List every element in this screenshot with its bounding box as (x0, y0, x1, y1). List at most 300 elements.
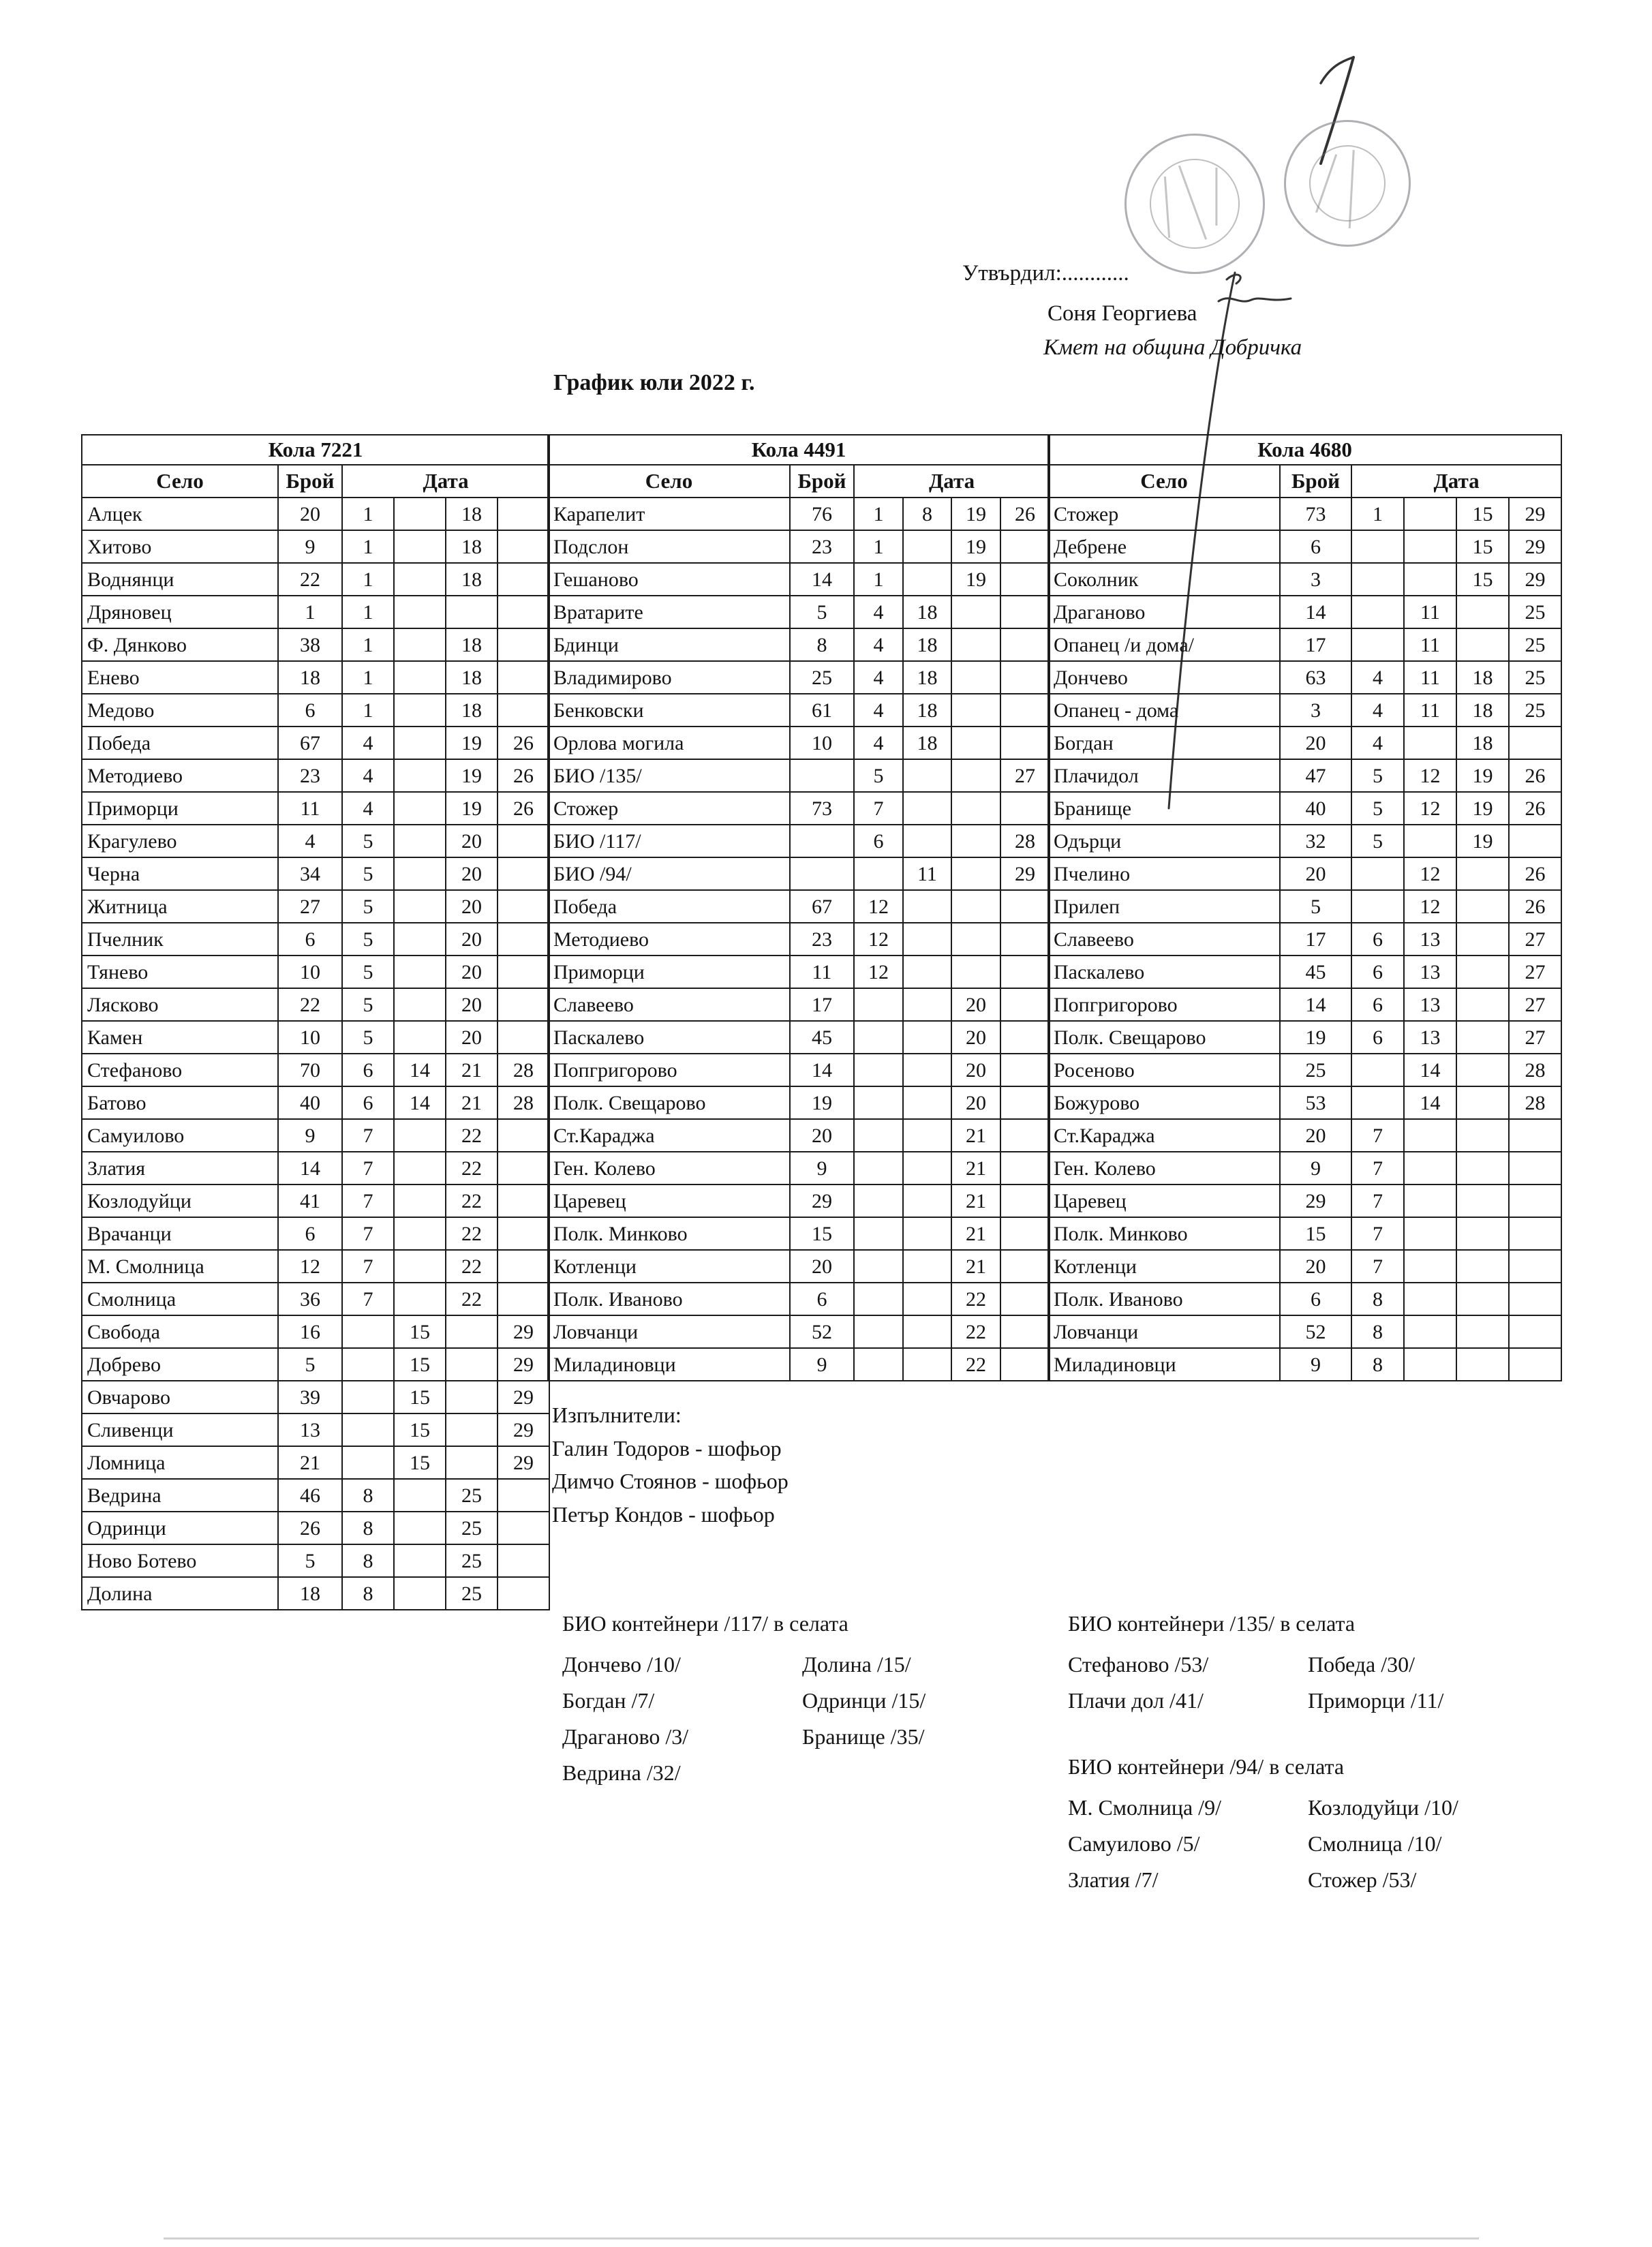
date-cell (394, 792, 446, 825)
date-cell: 13 (1404, 988, 1456, 1021)
schedule-row (1048, 1250, 1561, 1283)
village-column-header: Село (82, 465, 278, 498)
bio-section-title: БИО контейнери /117/ в селата (562, 1611, 848, 1636)
date-cell (1351, 563, 1404, 596)
schedule-row (82, 530, 549, 563)
date-cell (1000, 563, 1050, 596)
count-cell: 52 (790, 1315, 854, 1348)
date-cell (854, 1086, 903, 1119)
date-cell (1404, 1184, 1456, 1217)
date-cell (903, 1086, 951, 1119)
date-cell (903, 1152, 951, 1184)
village-cell: Ген. Колево (1048, 1152, 1280, 1184)
date-cell (1509, 1348, 1561, 1381)
date-cell (1000, 792, 1050, 825)
date-cell (1000, 1315, 1050, 1348)
schedule-row (1048, 694, 1561, 727)
date-cell: 6 (342, 1054, 394, 1086)
date-cell: 18 (903, 661, 951, 694)
schedule-row (548, 956, 1050, 988)
date-cell: 18 (446, 628, 498, 661)
date-cell (498, 956, 549, 988)
date-cell (498, 923, 549, 956)
date-cell (1000, 956, 1050, 988)
village-cell: Соколник (1048, 563, 1280, 596)
date-cell (1509, 1250, 1561, 1283)
date-cell: 6 (1351, 988, 1404, 1021)
date-cell (1000, 988, 1050, 1021)
date-cell (498, 1577, 549, 1610)
date-cell (903, 759, 951, 792)
count-cell: 9 (790, 1348, 854, 1381)
date-cell (951, 890, 1000, 923)
village-cell: Попгригорово (1048, 988, 1280, 1021)
schedule-row (1048, 1184, 1561, 1217)
schedule-row (1048, 923, 1561, 956)
schedule-row (82, 857, 549, 890)
village-cell: Славеево (548, 988, 790, 1021)
car-header-row (1048, 435, 1561, 465)
village-cell: М. Смолница (82, 1250, 278, 1283)
date-cell (1351, 530, 1404, 563)
count-cell: 20 (278, 498, 342, 530)
schedule-row (1048, 988, 1561, 1021)
schedule-row (548, 694, 1050, 727)
date-cell: 5 (342, 988, 394, 1021)
column-header-row (1048, 465, 1561, 498)
schedule-table-kola-7221 (81, 434, 550, 1610)
schedule-row (1048, 1021, 1561, 1054)
date-cell: 7 (1351, 1184, 1404, 1217)
count-cell: 15 (790, 1217, 854, 1250)
date-cell (854, 857, 903, 890)
date-cell: 18 (1456, 694, 1509, 727)
date-cell (1456, 1119, 1509, 1152)
bio-village-item: Одринци /15/ (802, 1688, 926, 1713)
count-cell: 5 (1280, 890, 1351, 923)
village-cell: БИО /117/ (548, 825, 790, 857)
date-cell: 13 (1404, 923, 1456, 956)
schedule-row (82, 596, 549, 628)
date-cell (498, 1544, 549, 1577)
count-cell: 11 (790, 956, 854, 988)
date-cell: 21 (951, 1152, 1000, 1184)
schedule-row (82, 988, 549, 1021)
date-cell (903, 1184, 951, 1217)
count-cell: 47 (1280, 759, 1351, 792)
date-cell (1456, 857, 1509, 890)
count-cell: 14 (790, 563, 854, 596)
date-cell: 26 (498, 759, 549, 792)
date-cell (1000, 628, 1050, 661)
date-cell (1000, 1119, 1050, 1152)
date-cell: 5 (342, 956, 394, 988)
schedule-row (82, 1054, 549, 1086)
count-cell: 17 (790, 988, 854, 1021)
schedule-row (1048, 727, 1561, 759)
village-cell: Ф. Дянково (82, 628, 278, 661)
executors-block (552, 1398, 789, 1531)
date-cell (1456, 1315, 1509, 1348)
date-cell: 21 (446, 1086, 498, 1119)
schedule-row (548, 1184, 1050, 1217)
schedule-row (548, 759, 1050, 792)
count-cell: 20 (1280, 727, 1351, 759)
date-cell (1509, 1283, 1561, 1315)
date-cell: 6 (1351, 1021, 1404, 1054)
date-cell (1000, 1250, 1050, 1283)
village-cell: Вратарите (548, 596, 790, 628)
count-cell: 6 (278, 694, 342, 727)
date-cell: 27 (1000, 759, 1050, 792)
schedule-row (548, 563, 1050, 596)
date-cell: 8 (1351, 1283, 1404, 1315)
village-cell: Опанец /и дома/ (1048, 628, 1280, 661)
date-cell: 22 (446, 1217, 498, 1250)
schedule-row (548, 1021, 1050, 1054)
schedule-row (1048, 1315, 1561, 1348)
date-cell (951, 727, 1000, 759)
schedule-row (82, 628, 549, 661)
schedule-row (1048, 661, 1561, 694)
date-cell: 4 (342, 759, 394, 792)
date-cell: 26 (1509, 890, 1561, 923)
count-cell: 20 (1280, 857, 1351, 890)
village-cell: Добрево (82, 1348, 278, 1381)
date-cell: 20 (446, 956, 498, 988)
date-cell: 12 (1404, 857, 1456, 890)
date-cell: 5 (342, 857, 394, 890)
date-cell (342, 1413, 394, 1446)
date-cell: 12 (854, 923, 903, 956)
date-cell (1000, 596, 1050, 628)
date-cell: 19 (1456, 792, 1509, 825)
count-cell: 22 (278, 563, 342, 596)
date-cell: 4 (854, 628, 903, 661)
count-column-header: Брой (790, 465, 854, 498)
date-cell (394, 1283, 446, 1315)
count-cell: 27 (278, 890, 342, 923)
count-cell: 45 (1280, 956, 1351, 988)
date-cell (1000, 1152, 1050, 1184)
bio-row (1068, 1862, 1458, 1898)
count-cell: 10 (278, 1021, 342, 1054)
date-cell (394, 498, 446, 530)
bio-village-item: Богдан /7/ (562, 1688, 655, 1713)
date-cell (903, 923, 951, 956)
village-cell: Паскалево (548, 1021, 790, 1054)
schedule-row (82, 1577, 549, 1610)
date-cell: 8 (342, 1577, 394, 1610)
count-cell: 20 (1280, 1250, 1351, 1283)
date-cell: 7 (1351, 1217, 1404, 1250)
date-cell (394, 1217, 446, 1250)
stamp-inner-ring (1140, 149, 1249, 258)
date-cell (854, 1184, 903, 1217)
date-cell: 6 (854, 825, 903, 857)
date-cell: 15 (1456, 530, 1509, 563)
date-cell (854, 1348, 903, 1381)
date-cell (1456, 628, 1509, 661)
date-cell: 21 (446, 1054, 498, 1086)
date-cell: 8 (1351, 1348, 1404, 1381)
schedule-row (82, 1283, 549, 1315)
date-cell: 19 (446, 727, 498, 759)
date-cell (394, 1021, 446, 1054)
date-cell (498, 1479, 549, 1512)
executors-title: Изпълнители: (552, 1403, 682, 1427)
schedule-row (82, 694, 549, 727)
schedule-row (1048, 1119, 1561, 1152)
date-cell: 7 (1351, 1119, 1404, 1152)
date-cell (394, 628, 446, 661)
date-cell: 29 (498, 1413, 549, 1446)
count-column-header: Брой (1280, 465, 1351, 498)
date-cell (498, 1250, 549, 1283)
date-cell: 22 (446, 1184, 498, 1217)
date-cell (394, 1512, 446, 1544)
date-cell: 4 (854, 694, 903, 727)
date-cell (1000, 1217, 1050, 1250)
count-cell: 3 (1280, 563, 1351, 596)
official-stamp-right (1275, 111, 1420, 256)
village-cell: Тянево (82, 956, 278, 988)
date-cell: 18 (903, 596, 951, 628)
car-header-row (548, 435, 1050, 465)
count-cell: 9 (1280, 1152, 1351, 1184)
date-cell: 20 (446, 890, 498, 923)
date-cell (498, 825, 549, 857)
date-cell (498, 1119, 549, 1152)
date-cell: 18 (446, 661, 498, 694)
date-cell: 20 (951, 1086, 1000, 1119)
bio-village-item: Долина /15/ (802, 1652, 911, 1677)
village-cell: Сливенци (82, 1413, 278, 1446)
bio-village-item: Смолница /10/ (1308, 1831, 1442, 1856)
village-cell: Хитово (82, 530, 278, 563)
date-cell: 7 (342, 1184, 394, 1217)
date-cell (342, 1315, 394, 1348)
date-cell: 6 (1351, 956, 1404, 988)
schedule-row (1048, 1054, 1561, 1086)
count-cell: 9 (790, 1152, 854, 1184)
count-cell: 23 (278, 759, 342, 792)
date-cell (1456, 596, 1509, 628)
date-cell (951, 857, 1000, 890)
count-cell: 45 (790, 1021, 854, 1054)
date-cell: 20 (446, 923, 498, 956)
date-cell: 1 (342, 530, 394, 563)
date-cell (1456, 1021, 1509, 1054)
schedule-row (1048, 825, 1561, 857)
date-cell: 27 (1509, 923, 1561, 956)
date-cell: 22 (446, 1283, 498, 1315)
village-cell: БИО /135/ (548, 759, 790, 792)
date-cell (1351, 596, 1404, 628)
date-cell (498, 530, 549, 563)
count-cell: 38 (278, 628, 342, 661)
village-cell: Победа (82, 727, 278, 759)
bio-village-item: Стефаново /53/ (1068, 1652, 1209, 1677)
village-cell: Полк. Минково (548, 1217, 790, 1250)
schedule-row (1048, 1086, 1561, 1119)
date-cell: 7 (342, 1283, 394, 1315)
date-cell: 29 (1509, 530, 1561, 563)
bio-row (1068, 1790, 1458, 1826)
date-cell: 18 (446, 530, 498, 563)
scan-artifact-line (164, 2237, 1479, 2240)
date-cell (498, 1283, 549, 1315)
count-cell: 20 (1280, 1119, 1351, 1152)
date-cell (951, 956, 1000, 988)
signature-loop (1227, 275, 1240, 284)
count-cell: 13 (278, 1413, 342, 1446)
count-cell: 34 (278, 857, 342, 890)
date-cell (446, 1413, 498, 1446)
bio-village-item: Плачи дол /41/ (1068, 1688, 1204, 1713)
date-cell: 29 (498, 1315, 549, 1348)
date-cell (1404, 1283, 1456, 1315)
village-column-header: Село (548, 465, 790, 498)
date-cell (951, 628, 1000, 661)
schedule-row (548, 857, 1050, 890)
schedule-row (82, 1512, 549, 1544)
date-cell: 1 (342, 694, 394, 727)
date-cell (1351, 628, 1404, 661)
date-cell: 27 (1509, 956, 1561, 988)
date-cell (854, 1152, 903, 1184)
date-cell (1456, 956, 1509, 988)
date-cell: 8 (903, 498, 951, 530)
village-cell: Гешаново (548, 563, 790, 596)
village-cell: Бдинци (548, 628, 790, 661)
date-cell: 20 (951, 988, 1000, 1021)
date-cell: 1 (342, 596, 394, 628)
date-cell: 14 (1404, 1086, 1456, 1119)
date-cell: 26 (1509, 759, 1561, 792)
date-cell: 12 (854, 890, 903, 923)
date-cell: 18 (1456, 661, 1509, 694)
count-cell: 32 (1280, 825, 1351, 857)
date-cell (1351, 1054, 1404, 1086)
date-cell: 27 (1509, 988, 1561, 1021)
village-cell: Паскалево (1048, 956, 1280, 988)
date-cell: 7 (342, 1250, 394, 1283)
document-title: График юли 2022 г. (553, 370, 755, 395)
village-cell: Полк. Свещарово (1048, 1021, 1280, 1054)
date-cell: 21 (951, 1184, 1000, 1217)
date-cell (854, 1315, 903, 1348)
date-cell: 18 (446, 498, 498, 530)
date-cell (446, 1315, 498, 1348)
count-cell: 76 (790, 498, 854, 530)
date-column-header: Дата (342, 465, 549, 498)
village-cell: Карапелит (548, 498, 790, 530)
village-cell: Енево (82, 661, 278, 694)
date-cell: 29 (1509, 563, 1561, 596)
count-cell: 6 (790, 1283, 854, 1315)
date-cell (1404, 1119, 1456, 1152)
date-cell (1000, 694, 1050, 727)
village-cell: Врачанци (82, 1217, 278, 1250)
date-cell (1509, 1119, 1561, 1152)
date-cell: 22 (951, 1283, 1000, 1315)
date-cell: 15 (1456, 498, 1509, 530)
village-cell: Царевец (548, 1184, 790, 1217)
village-cell: Росеново (1048, 1054, 1280, 1086)
count-cell: 14 (790, 1054, 854, 1086)
village-cell: Стефаново (82, 1054, 278, 1086)
date-column-header: Дата (854, 465, 1050, 498)
date-cell: 5 (1351, 825, 1404, 857)
bio-row (562, 1719, 926, 1755)
count-cell: 41 (278, 1184, 342, 1217)
village-cell: Бранище (1048, 792, 1280, 825)
date-cell (394, 563, 446, 596)
date-cell (1456, 1054, 1509, 1086)
date-cell: 14 (394, 1054, 446, 1086)
date-cell (951, 596, 1000, 628)
date-cell: 25 (446, 1544, 498, 1577)
count-cell: 53 (1280, 1086, 1351, 1119)
count-cell: 67 (278, 727, 342, 759)
count-cell: 18 (278, 1577, 342, 1610)
count-cell: 70 (278, 1054, 342, 1086)
schedule-row (1048, 1152, 1561, 1184)
date-cell: 1 (342, 498, 394, 530)
schedule-row (82, 1413, 549, 1446)
schedule-row (548, 1315, 1050, 1348)
schedule-row (548, 1054, 1050, 1086)
village-cell: Ген. Колево (548, 1152, 790, 1184)
date-cell: 5 (342, 1021, 394, 1054)
village-cell: БИО /94/ (548, 857, 790, 890)
count-cell: 22 (278, 988, 342, 1021)
date-cell (394, 1544, 446, 1577)
date-cell: 7 (1351, 1152, 1404, 1184)
village-cell: Методиево (82, 759, 278, 792)
bio-rows (1068, 1647, 1443, 1719)
date-cell (1509, 1217, 1561, 1250)
date-cell: 7 (342, 1119, 394, 1152)
village-cell: Воднянци (82, 563, 278, 596)
date-cell: 26 (1509, 857, 1561, 890)
date-cell (498, 628, 549, 661)
schedule-row (1048, 792, 1561, 825)
executor-list (552, 1432, 789, 1531)
count-cell: 21 (278, 1446, 342, 1479)
schedule-row (82, 1021, 549, 1054)
stamp-inner-ring (1304, 140, 1391, 227)
date-cell (1509, 1184, 1561, 1217)
village-cell: Медово (82, 694, 278, 727)
date-cell (951, 759, 1000, 792)
bio-village-item: Козлодуйци /10/ (1308, 1795, 1458, 1820)
signature-stroke-top-tail (1321, 57, 1353, 83)
date-cell: 7 (342, 1152, 394, 1184)
schedule-row (82, 1119, 549, 1152)
schedule-row (548, 1152, 1050, 1184)
date-cell (903, 1119, 951, 1152)
schedule-row (82, 1086, 549, 1119)
date-cell: 15 (1456, 563, 1509, 596)
approver-name: Соня Георгиева (1047, 301, 1197, 326)
village-cell: Ведрина (82, 1479, 278, 1512)
village-cell: Свобода (82, 1315, 278, 1348)
village-cell: Прилеп (1048, 890, 1280, 923)
date-cell: 1 (1351, 498, 1404, 530)
count-cell: 12 (278, 1250, 342, 1283)
